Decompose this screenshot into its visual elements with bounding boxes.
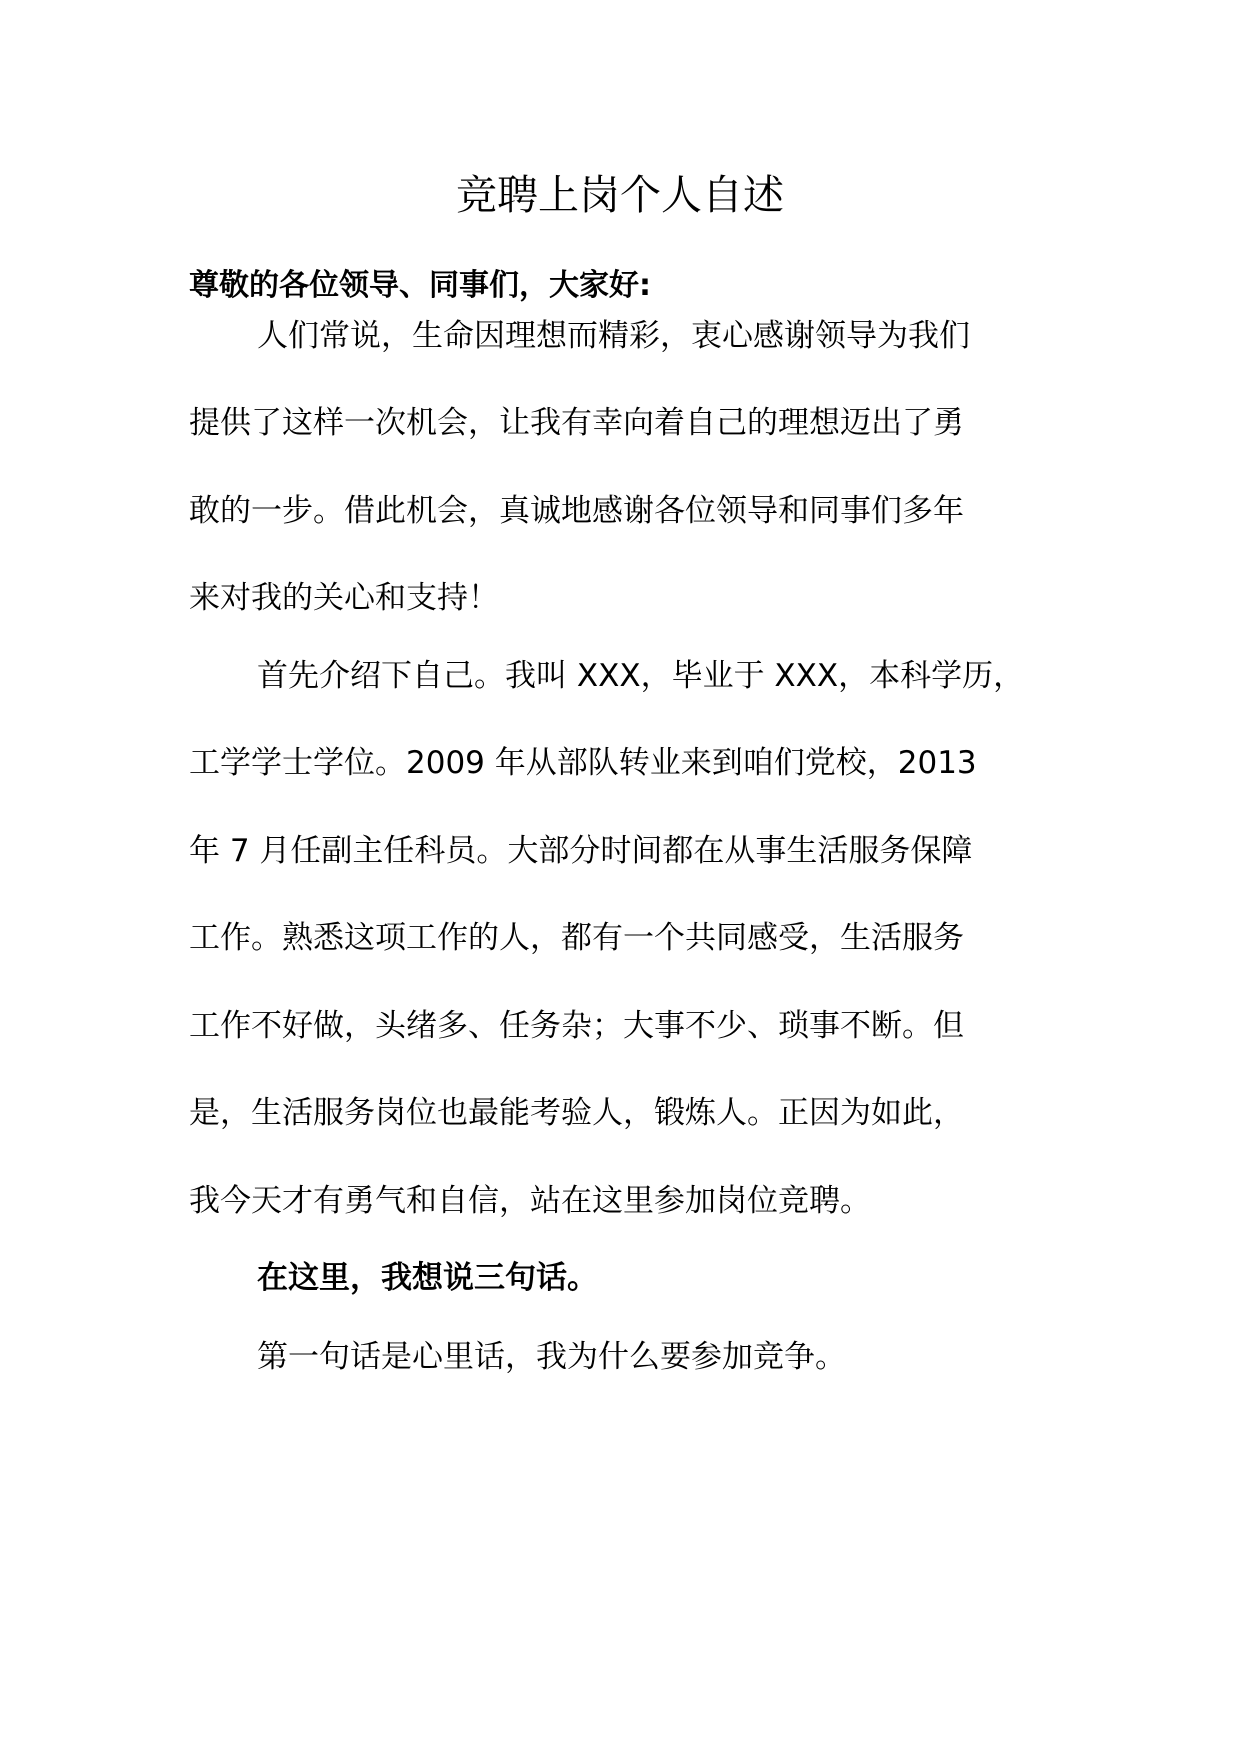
paragraph-line: 敢的一步。借此机会，真诚地感谢各位领导和同事们多年	[189, 493, 964, 529]
paragraph-line: 工作。熟悉这项工作的人，都有一个共同感受，生活服务	[189, 920, 964, 956]
paragraph-line: 工作不好做，头绪多、任务杂；大事不少、琐事不断。但	[189, 1008, 964, 1044]
paragraph-line: 人们常说，生命因理想而精彩，衷心感谢领导为我们	[257, 318, 970, 354]
paragraph-line: 我今天才有勇气和自信，站在这里参加岗位竞聘。	[189, 1183, 871, 1219]
paragraph-line: 年 7 月任副主任科员。大部分时间都在从事生活服务保障	[189, 833, 973, 869]
paragraph-line: 首先介绍下自己。我叫 XXX，毕业于 XXX，本科学历，	[257, 658, 1025, 694]
paragraph-line: 第一句话是心里话，我为什么要参加竞争。	[257, 1339, 846, 1375]
paragraph-line: 是，生活服务岗位也最能考验人，锻炼人。正因为如此，	[189, 1095, 964, 1131]
salutation: 尊敬的各位领导、同事们，大家好:	[189, 268, 651, 303]
paragraph-line: 来对我的关心和支持！	[189, 580, 499, 616]
document-title: 竞聘上岗个人自述	[456, 171, 784, 219]
section-heading: 在这里，我想说三句话。	[257, 1260, 598, 1296]
paragraph-line: 工学学士学位。2009 年从部队转业来到咱们党校，2013	[189, 745, 977, 781]
paragraph-line: 提供了这样一次机会，让我有幸向着自己的理想迈出了勇	[189, 405, 964, 441]
